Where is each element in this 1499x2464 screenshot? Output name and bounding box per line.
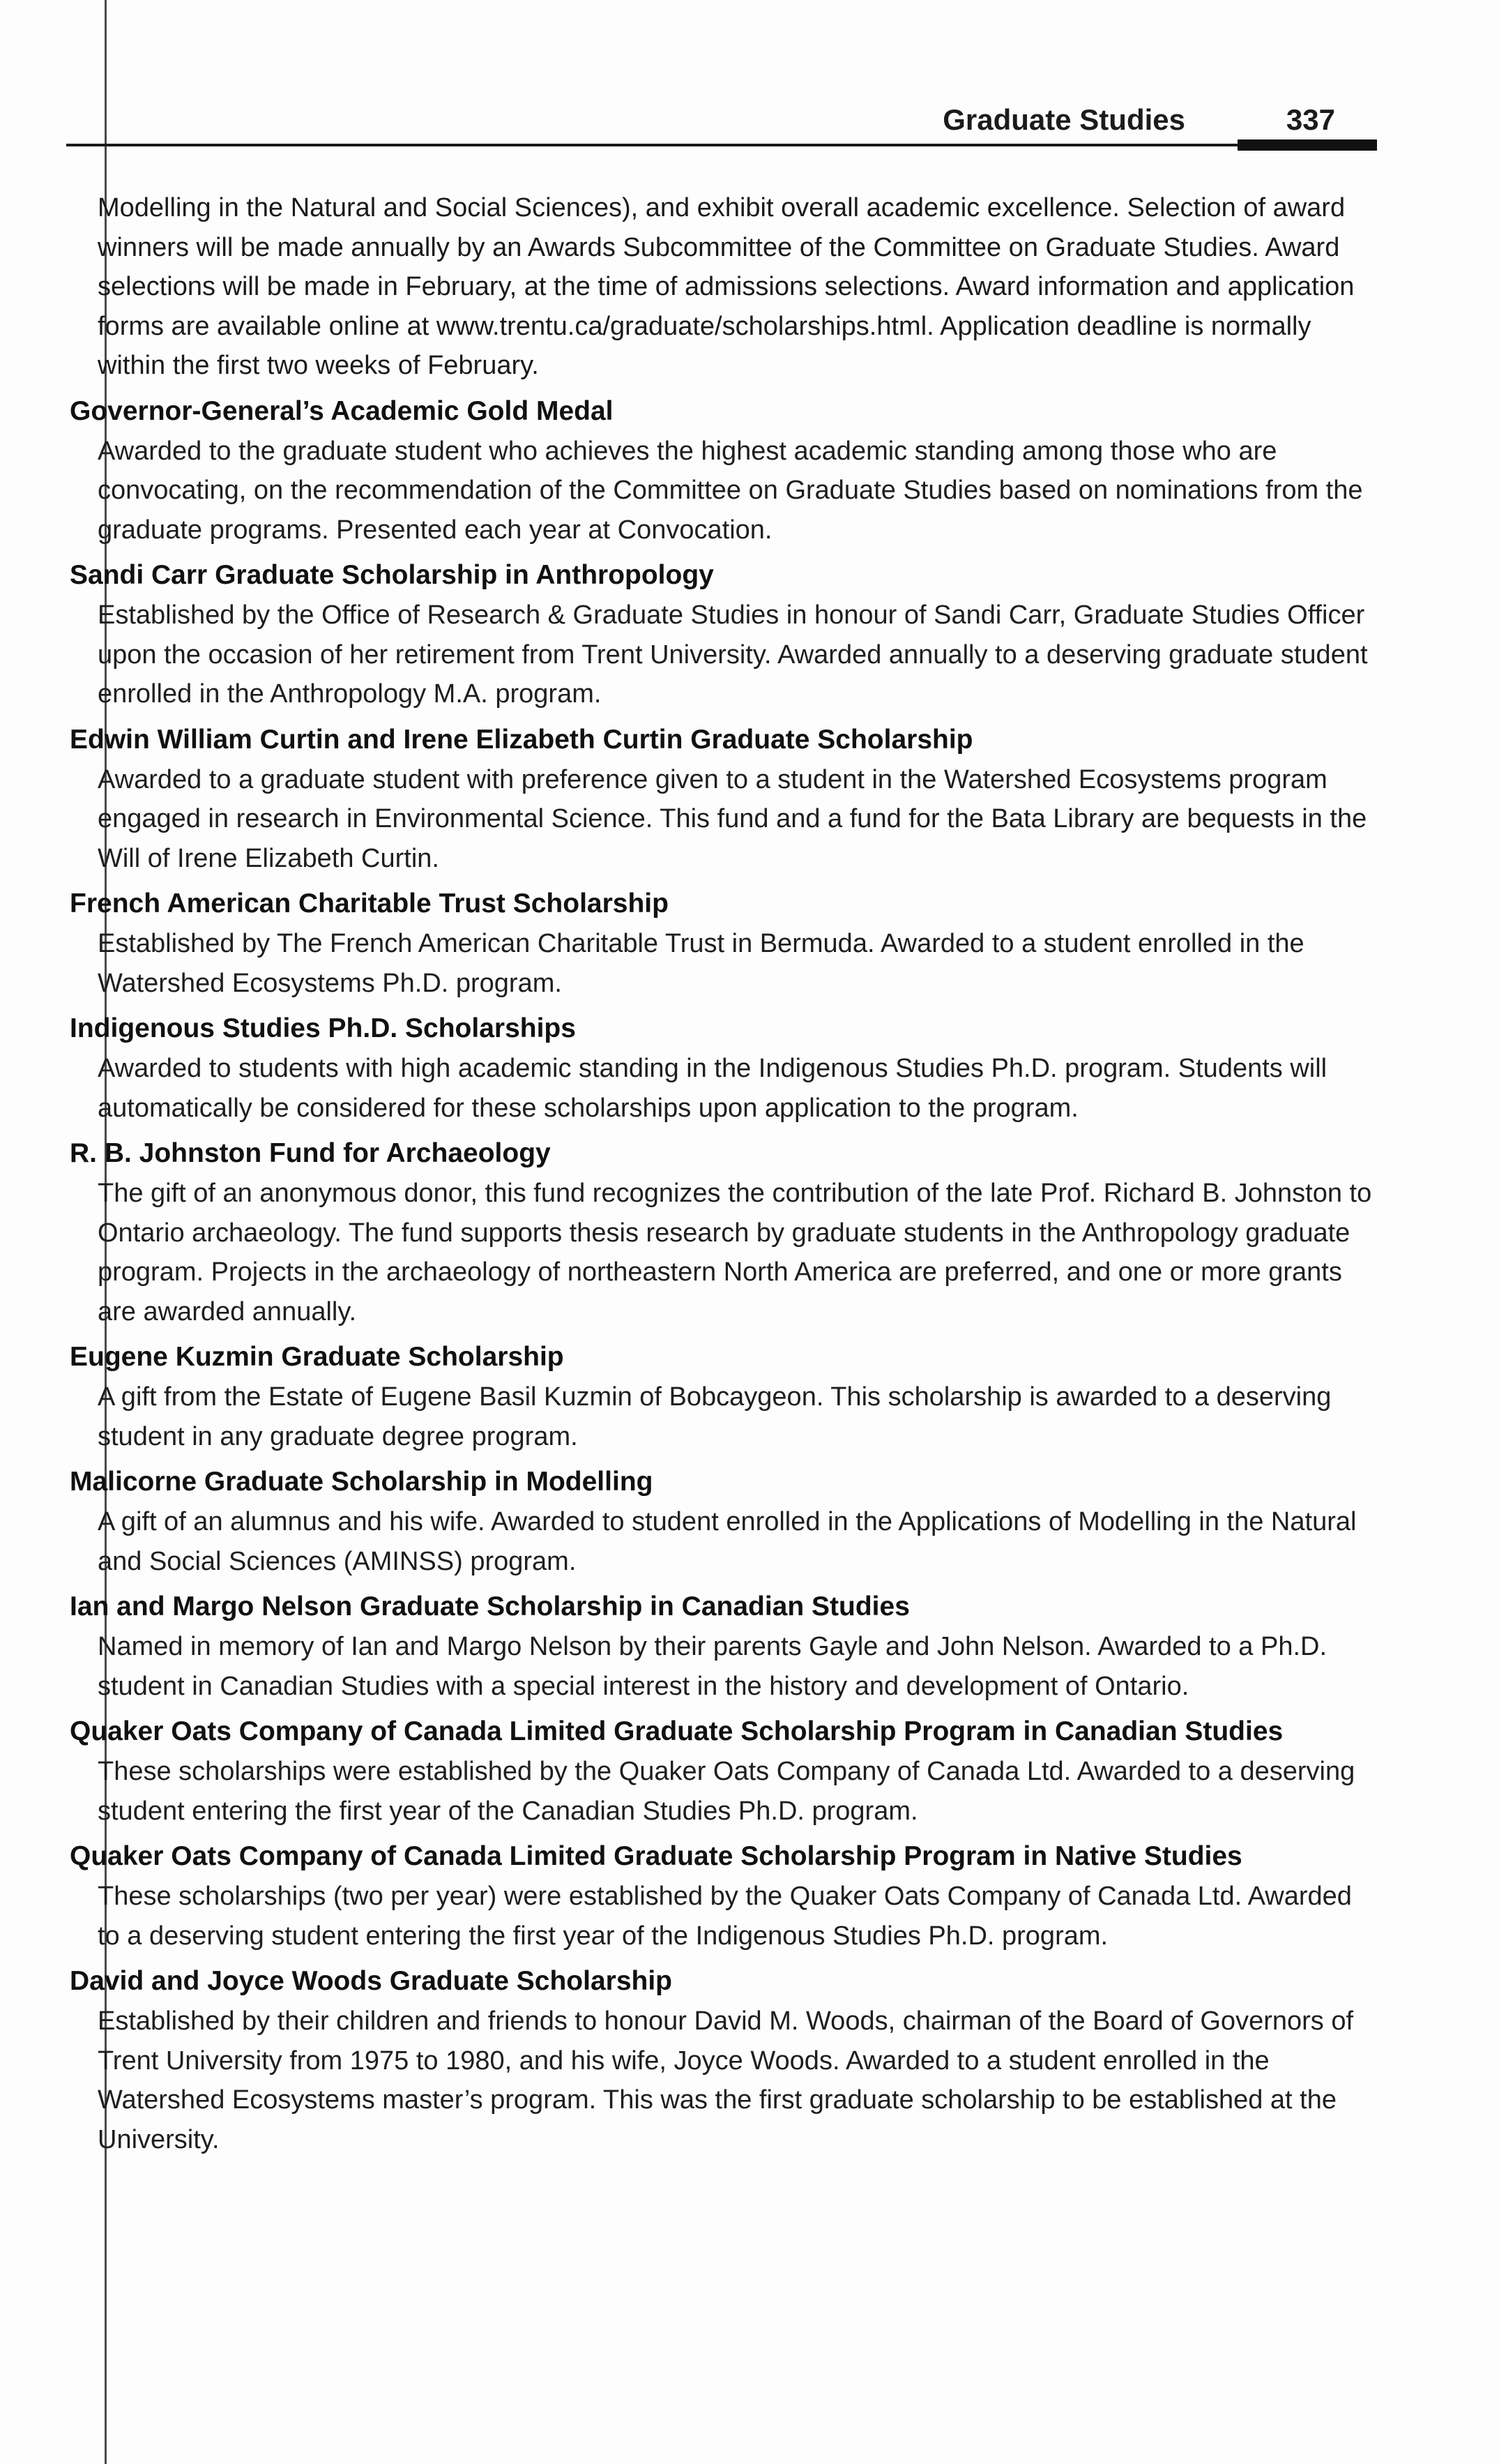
scholarship-title: Governor-General’s Academic Gold Medal — [70, 395, 614, 426]
scholarship-title: Ian and Margo Nelson Graduate Scholarship in Canadian Studies — [70, 1592, 910, 1622]
header-section-title: Graduate Studies — [943, 103, 1185, 136]
scholarship-description: Established by The French American Charitable Trust in Bermuda. Awarded to a student enrolled in the Watershed Ecosystems Ph.D. program. — [98, 929, 1304, 998]
scholarship-title: R. B. Johnston Fund for Archaeology — [70, 1138, 551, 1168]
scholarship-description: A gift of an alumnus and his wife. Awarded to student enrolled in the Applications of Modelling in the Natural and Social Sciences (AMINSS) program. — [98, 1507, 1357, 1576]
scholarship-description: Awarded to the graduate student who achieves the highest academic standing among those who are convocating, on the recommendation of the Committee on Graduate Studies based on nominations from the graduate programs. Presented each year at Convocation. — [98, 436, 1363, 545]
scholarship-description: These scholarships (two per year) were established by the Quaker Oats Company of Canada Ltd. Awarded to a deserving student entering the first year of the Indigenous Studies Ph.D. program. — [98, 1882, 1352, 1951]
scholarship-entry — [70, 1961, 1380, 2159]
scholarship-description: Established by their children and friends to honour David M. Woods, chairman of the Board of Governors of Trent University from 1975 to 1980, and his wife, Joyce Woods. Awarded to a student enrolled in the Watershed Ecosystems master’s program. This was the first graduate scholarship to be established at the University. — [98, 2006, 1354, 2154]
intro-paragraph — [70, 188, 1380, 386]
scholarship-entry — [70, 884, 1380, 1003]
scholarship-title: Edwin William Curtin and Irene Elizabeth Curtin Graduate Scholarship — [70, 724, 973, 755]
scholarship-title: Sandi Carr Graduate Scholarship in Anthropology — [70, 560, 714, 590]
scholarship-entry — [70, 1711, 1380, 1831]
scholarship-entry — [70, 1462, 1380, 1581]
scholarship-title: Eugene Kuzmin Graduate Scholarship — [70, 1342, 564, 1372]
scholarship-description: Named in memory of Ian and Margo Nelson by their parents Gayle and John Nelson. Awarded to a Ph.D. student in Canadian Studies with a special interest in the history and development of Ontario. — [98, 1632, 1327, 1701]
scholarship-description: Awarded to a graduate student with preference given to a student in the Watershed Ecosystems program engaged in research in Environmental Science. This fund and a fund for the Bata Library are bequests in the Will of Irene Elizabeth Curtin. — [98, 764, 1367, 873]
scholarship-description: Awarded to students with high academic standing in the Indigenous Studies Ph.D. program. Students will automatically be considered for these scholarships upon application to the program. — [98, 1054, 1327, 1123]
scholarship-title: Indigenous Studies Ph.D. Scholarships — [70, 1013, 576, 1043]
scholarship-entry — [70, 1008, 1380, 1128]
header-rule — [66, 144, 1377, 146]
scholarship-entry — [70, 391, 1380, 550]
scholarship-title: David and Joyce Woods Graduate Scholarship — [70, 1966, 672, 1996]
scholarship-description: A gift from the Estate of Eugene Basil Kuzmin of Bobcaygeon. This scholarship is awarded to a deserving student in any graduate degree program. — [98, 1382, 1332, 1451]
running-header — [66, 98, 1377, 153]
scholarship-title: Quaker Oats Company of Canada Limited Graduate Scholarship Program in Native Studies — [70, 1841, 1242, 1871]
scholarship-entry — [70, 720, 1380, 879]
header-page-number: 337 — [1286, 103, 1335, 136]
scholarship-title: Malicorne Graduate Scholarship in Modelling — [70, 1467, 653, 1497]
header-rule-accent — [1238, 139, 1377, 151]
scholarship-entry — [70, 1133, 1380, 1331]
main-content — [70, 188, 1380, 2159]
scholarship-description: These scholarships were established by the Quaker Oats Company of Canada Ltd. Awarded to a deserving student entering the first year of the Canadian Studies Ph.D. program. — [98, 1757, 1355, 1826]
intro-text: Modelling in the Natural and Social Sciences), and exhibit overall academic excellence. Selection of award winners will be made annually by an Awards Subcommittee of the Committee on Graduate Studies. Award selections will be made in February, at the time of admissions selections. Award information and application forms are available online at www.trentu.ca/graduate/scholarships.html. Application deadline is normally within the first two weeks of February. — [98, 193, 1355, 380]
scholarship-entry — [70, 1836, 1380, 1956]
scholarship-description: Established by the Office of Research & Graduate Studies in honour of Sandi Carr, Graduate Studies Officer upon the occasion of her retirement from Trent University. Awarded annually to a deserving graduate student enrolled in the Anthropology M.A. program. — [98, 600, 1368, 709]
scholarship-entry — [70, 555, 1380, 714]
scholarship-entry — [70, 1337, 1380, 1456]
scholarship-title: French American Charitable Trust Scholarship — [70, 889, 669, 919]
scholarship-description: The gift of an anonymous donor, this fund recognizes the contribution of the late Prof. Richard B. Johnston to Ontario archaeology. The fund supports thesis research by graduate students in the Anthropology graduate program. Projects in the archaeology of northeastern North America are preferred, and one or more grants are awarded annually. — [98, 1179, 1372, 1327]
scholarship-entry — [70, 1587, 1380, 1706]
scholarship-title: Quaker Oats Company of Canada Limited Graduate Scholarship Program in Canadian Studies — [70, 1716, 1284, 1746]
